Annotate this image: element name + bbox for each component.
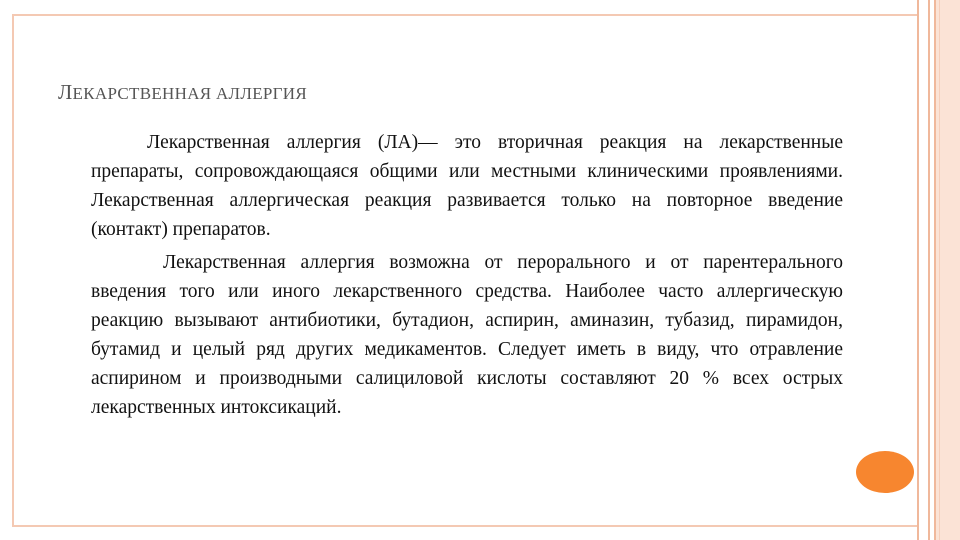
slide-title-rest: ЕКАРСТВЕННАЯ АЛЛЕРГИЯ <box>72 84 307 103</box>
right-decorative-bar-line <box>939 0 940 540</box>
right-decorative-bar-outer <box>917 0 930 540</box>
paragraph-definition: Лекарственная аллергия (ЛА)— это вторичная реакция на лекарственные препараты, сопровождающаяся общими или местными клиническими проявлениями. Лекарственная аллергическая реакция развивается только на повторное введение (контакт) препаратов. <box>91 132 843 240</box>
slide-title <box>58 80 307 105</box>
orange-circle-decoration <box>856 451 914 493</box>
slide-title-first-letter: Л <box>58 80 73 104</box>
slide-body <box>91 128 843 426</box>
right-decorative-bar-inner <box>934 0 960 540</box>
paragraph-causes: Лекарственная аллергия возможна от перорального и от парентерального введения того или иного лекарственного средства. Наиболее часто аллергическую реакцию вызывают антибиотики, бутадион, аспирин, аминазин, тубазид, пирамидон, бутамид и целый ряд других медикаментов. Следует иметь в виду, что отравление аспирином и производными салициловой кислоты составляют 20 % всех острых лекарственных интоксикаций. <box>91 252 843 418</box>
